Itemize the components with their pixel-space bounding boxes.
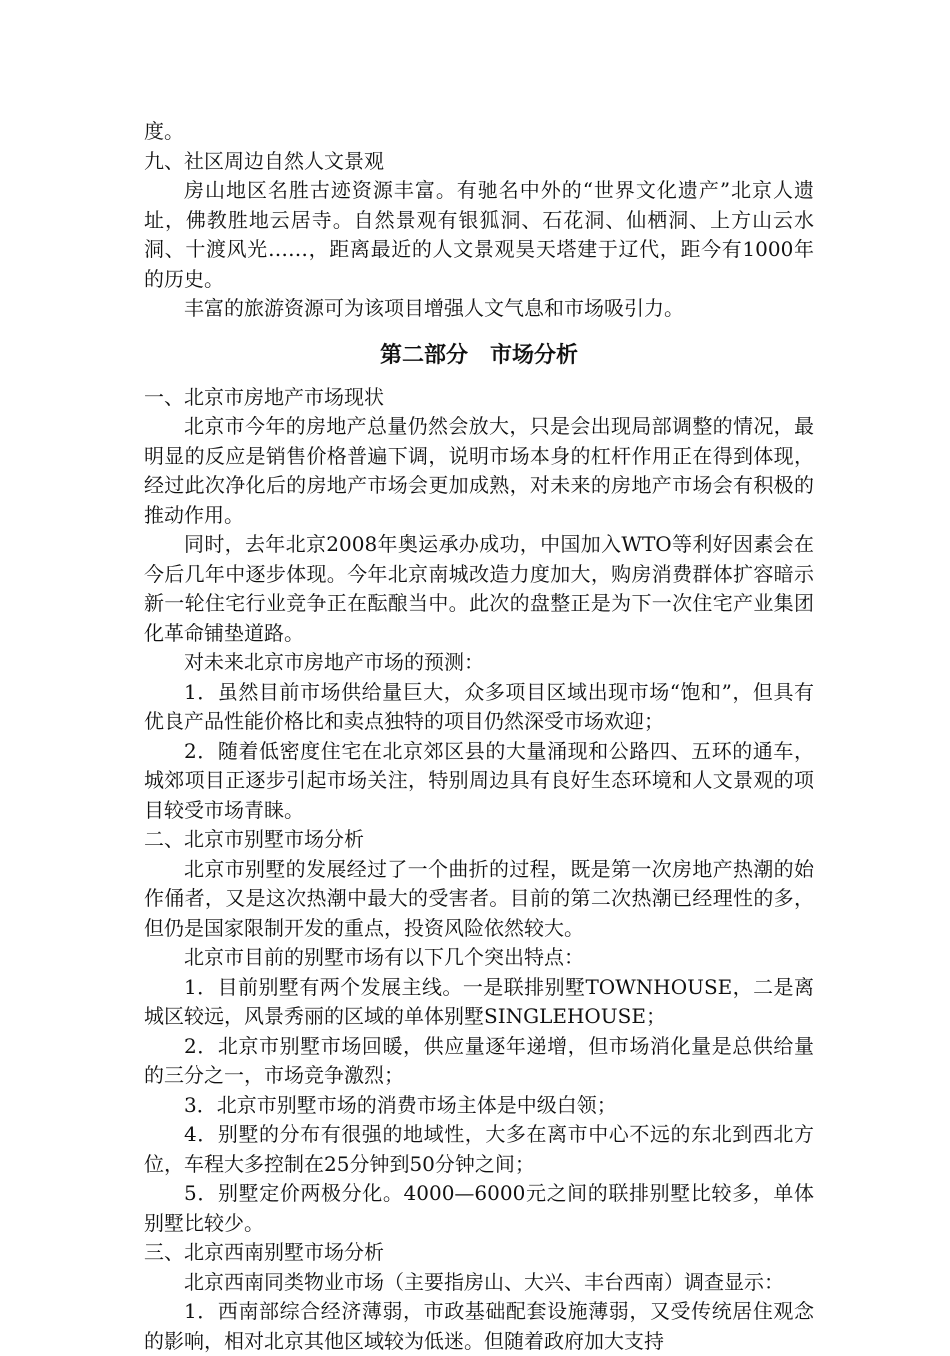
paragraph: 北京市今年的房地产总量仍然会放大，只是会出现局部调整的情况，最明显的反应是销售价格普遍下调，说明市场本身的杠杆作用正在得到体现，经过此次净化后的房地产市场会更加成熟，对未来的房地产市场会有积极的推动作用。 (144, 414, 814, 527)
paragraph: 北京市目前的别墅市场有以下几个突出特点： (184, 945, 584, 969)
paragraph: 同时，去年北京2008年奥运承办成功，中国加入WTO等利好因素会在今后几年中逐步体现。今年北京南城改造力度加大，购房消费群体扩容暗示新一轮住宅行业竞争正在酝酿当中。此次的盘整正是为下一次住宅产业集团化革命铺垫道路。 (144, 532, 814, 645)
subheading: 三、北京西南别墅市场分析 (144, 1240, 384, 1264)
list-item: 2．随着低密度住宅在北京郊区县的大量涌现和公路四、五环的通车，城郊项目正逐步引起市场关注，特别周边具有良好生态环境和人文景观的项目较受市场青睐。 (144, 738, 814, 822)
list-item: 1．虽然目前市场供给量巨大，众多项目区域出现市场“饱和”，但具有优良产品性能价格比和卖点独特的项目仍然深受市场欢迎； (144, 679, 814, 733)
list-item: 2．北京市别墅市场回暖，供应量逐年递增，但市场消化量是总供给量的三分之一，市场竞争激烈； (144, 1033, 814, 1087)
paragraph: 丰富的旅游资源可为该项目增强人文气息和市场吸引力。 (184, 296, 684, 320)
paragraph: 北京市别墅的发展经过了一个曲折的过程，既是第一次房地产热潮的始作俑者，又是这次热潮中最大的受害者。目前的第二次热潮已经理性的多，但仍是国家限制开发的重点，投资风险依然较大。 (144, 856, 814, 940)
subheading: 二、北京市别墅市场分析 (144, 827, 364, 851)
document-page (144, 117, 814, 1356)
list-item: 1．西南部综合经济薄弱，市政基础配套设施薄弱，又受传统居住观念的影响，相对北京其他区域较为低迷。但随着政府加大支持 (144, 1299, 814, 1353)
list-item: 1．目前别墅有两个发展主线。一是联排别墅TOWNHOUSE，二是离城区较远，风景秀丽的区域的单体别墅SINGLEHOUSE； (144, 974, 814, 1028)
list-item: 3．北京市别墅市场的消费市场主体是中级白领； (184, 1092, 617, 1117)
section-title: 第二部分 市场分析 (379, 341, 578, 368)
paragraph: 度。 (144, 119, 184, 143)
paragraph: 房山地区名胜古迹资源丰富。有驰名中外的“世界文化遗产”北京人遗址，佛教胜地云居寺。自然景观有银狐洞、石花洞、仙栖洞、上方山云水洞、十渡风光……，距离最近的人文景观昊天塔建于辽代，距今有1000年的历史。 (144, 178, 814, 291)
paragraph: 北京西南同类物业市场（主要指房山、大兴、丰台西南）调查显示： (184, 1269, 784, 1294)
list-item: 5．别墅定价两极分化。4000—6000元之间的联排别墅比较多，单体别墅比较少。 (144, 1181, 814, 1235)
subheading: 一、北京市房地产市场现状 (144, 384, 384, 409)
list-item: 4．别墅的分布有很强的地域性，大多在离市中心不远的东北到西北方位，车程大多控制在25分钟到50分钟之间； (144, 1122, 814, 1176)
paragraph: 对未来北京市房地产市场的预测： (184, 650, 484, 674)
subheading: 九、社区周边自然人文景观 (144, 148, 384, 173)
